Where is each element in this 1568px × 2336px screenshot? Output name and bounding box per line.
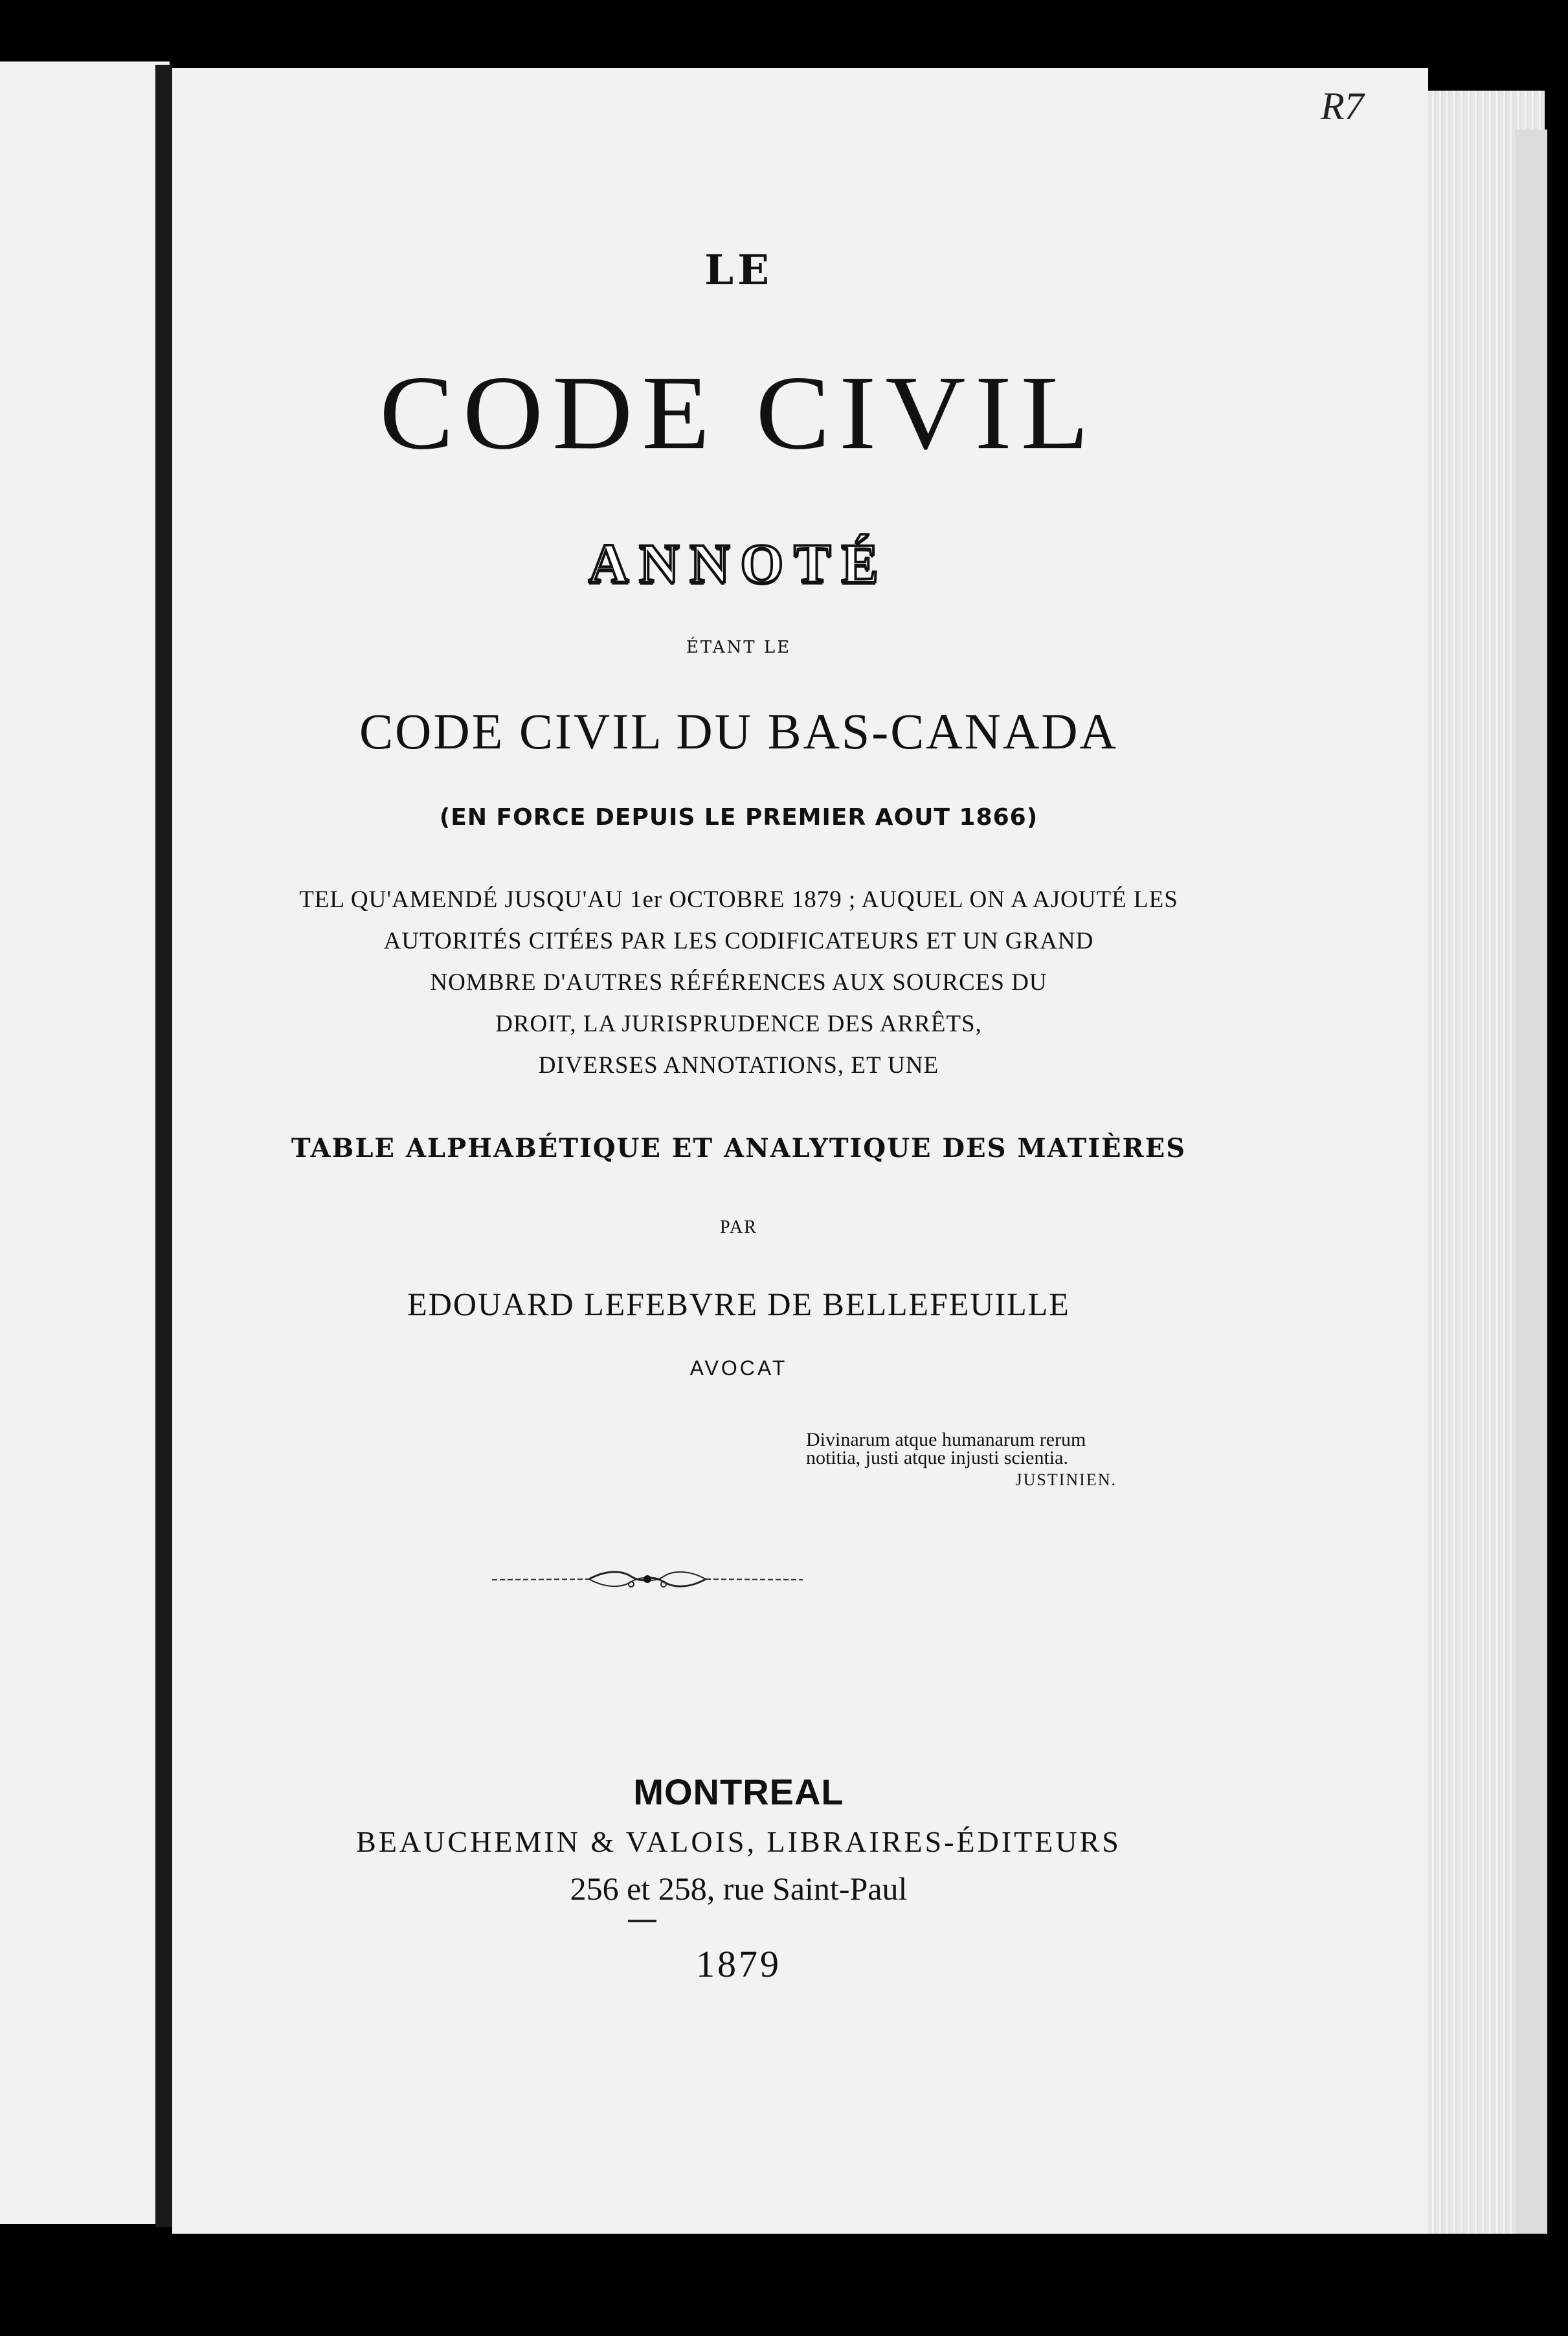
epigraph (806, 1431, 1143, 1489)
page-edge-shadow (1515, 129, 1547, 2260)
subtitle: CODE CIVIL DU BAS-CANADA (359, 703, 1118, 759)
ornament-divider-icon (492, 1564, 803, 1596)
title-etant-le: ÉTANT LE (686, 638, 792, 657)
imprint-year: 1879 (696, 1943, 781, 1985)
in-force-line: (EN FORCE DEPUIS LE PREMIER AOUT 1866) (439, 804, 1038, 831)
description-line-2: AUTORITÉS CITÉES PAR LES CODIFICATEURS ET UN GRAND (383, 928, 1094, 954)
epigraph-signature: JUSTINIEN. (1015, 1470, 1117, 1489)
table-line: TABLE ALPHABÉTIQUE ET ANALYTIQUE DES MATIÈRES (291, 1133, 1187, 1163)
par-label: PAR (720, 1217, 757, 1237)
imprint-city: MONTREAL (633, 1771, 844, 1812)
handwritten-note: R7 (1321, 85, 1364, 128)
title-main: CODE CIVIL (379, 354, 1098, 472)
author-name: EDOUARD LEFEBVRE DE BELLEFEUILLE (407, 1286, 1070, 1322)
book-spine (155, 65, 172, 2227)
description-line-3: NOMBRE D'AUTRES RÉFÉRENCES AUX SOURCES DU (430, 969, 1047, 996)
divider-dash (628, 1920, 656, 1922)
title-le: LE (704, 246, 773, 295)
description-line-4: DROIT, LA JURISPRUDENCE DES ARRÊTS, (495, 1011, 982, 1037)
imprint-address: 256 et 258, rue Saint-Paul (570, 1870, 908, 1907)
imprint-publisher: BEAUCHEMIN & VALOIS, LIBRAIRES-ÉDITEURS (356, 1825, 1121, 1858)
background (0, 2234, 1568, 2336)
description-line-1: TEL QU'AMENDÉ JUSQU'AU 1er OCTOBRE 1879 ; AUQUEL ON A AJOUTÉ LES (299, 886, 1178, 913)
title-annote: ANNOTÉ (588, 532, 889, 594)
epigraph-text: Divinarum atque humanarum rerum notitia, justi atque injusti scientia. (806, 1429, 1086, 1468)
facing-page (0, 62, 170, 2224)
author-title: AVOCAT (689, 1356, 788, 1380)
description-line-5: DIVERSES ANNOTATIONS, ET UNE (538, 1052, 939, 1079)
